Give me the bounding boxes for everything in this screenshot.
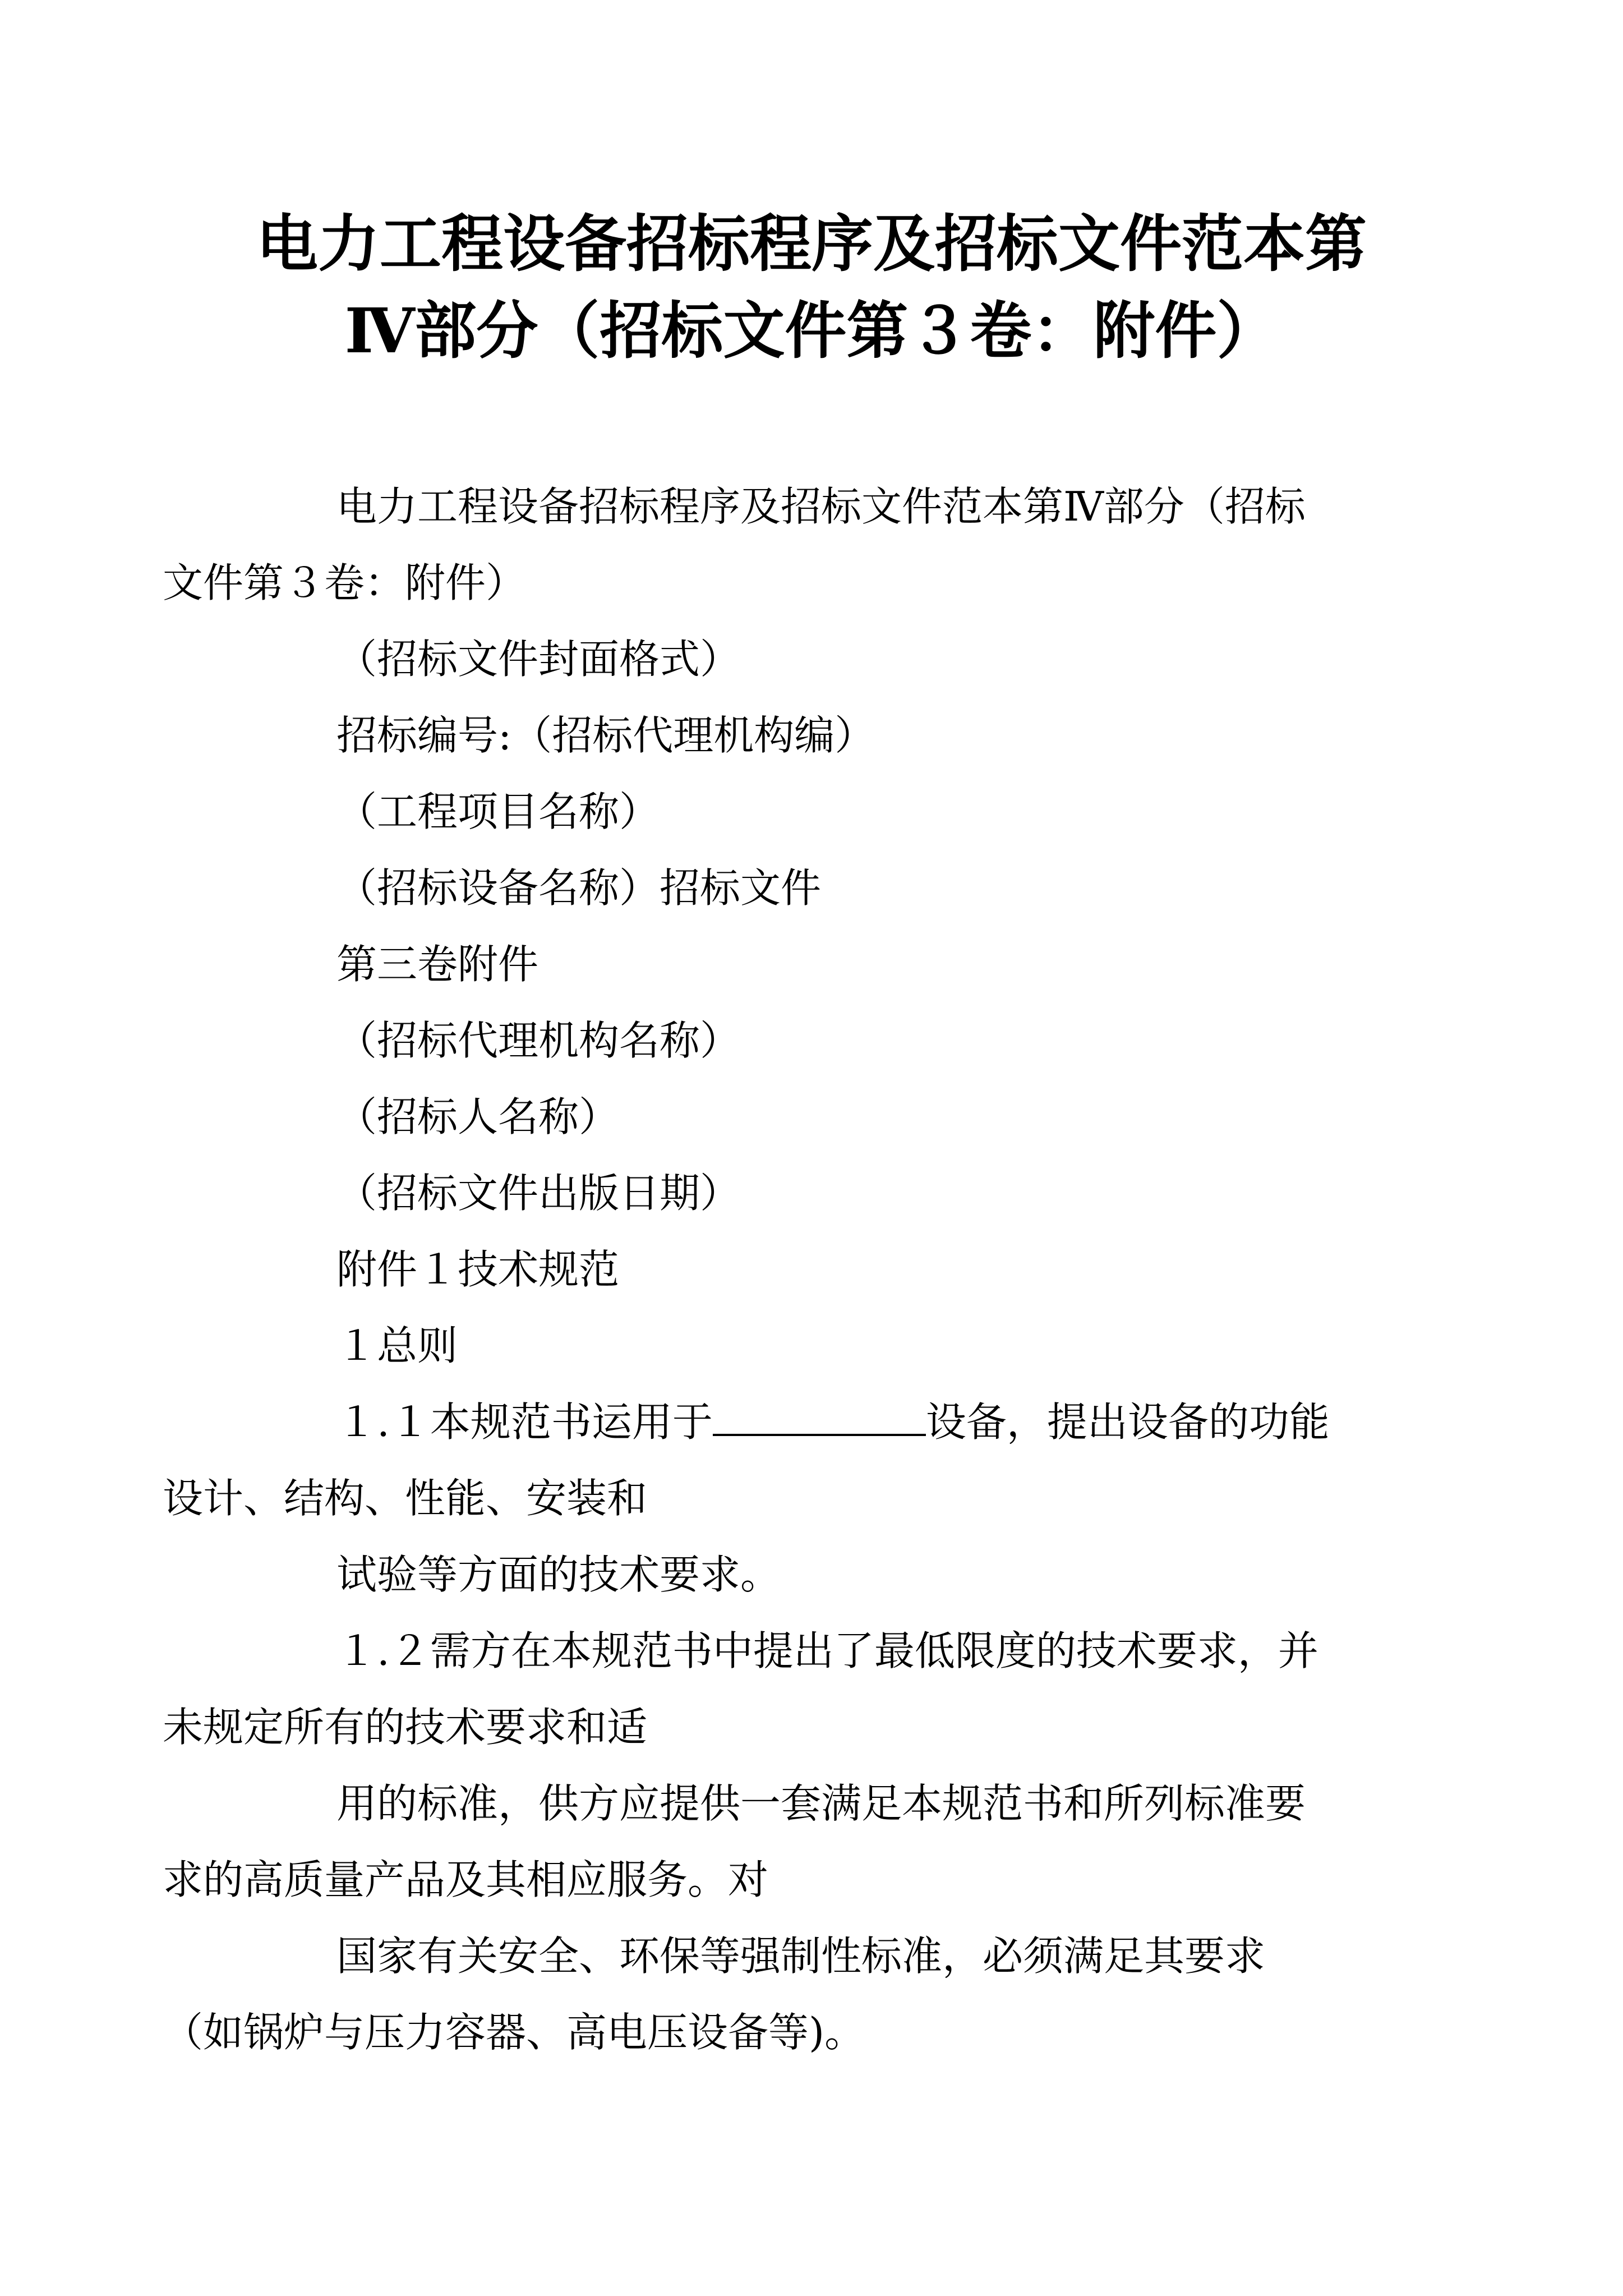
paragraph-clause-1-1 <box>163 1384 1388 1536</box>
paragraph-tender-number: 招标编号:（招标代理机构编） <box>336 712 875 759</box>
safety-line-1: 国家有关安全、环保等强制性标准，必须满足其要求 <box>336 1932 1266 1980</box>
paragraph-project-name: （工程项目名称） <box>336 788 660 835</box>
paragraph-intro <box>163 468 1388 621</box>
safety-line-2: （如锅炉与压力容器、高电压设备等)。 <box>163 2009 865 2056</box>
paragraph-standards <box>163 1765 1388 1918</box>
standards-line-2: 求的高质量产品及其相应服务。对 <box>163 1856 769 1903</box>
paragraph-agency-name: （招标代理机构名称） <box>336 1017 741 1064</box>
paragraph-clause-1-2 <box>163 1613 1388 1765</box>
clause-1-1-line-2: 设计、结构、性能、安装和 <box>163 1475 648 1522</box>
paragraph-publish-date: （招标文件出版日期） <box>336 1170 741 1217</box>
paragraph-equipment-name: （招标设备名称）招标文件 <box>336 864 822 912</box>
paragraph-intro-line-2: 文件第３卷：附件） <box>163 559 527 606</box>
paragraph-safety <box>163 1918 1388 2070</box>
paragraph-volume: 第三卷附件 <box>336 941 539 988</box>
clause-1-2-line-2: 未规定所有的技术要求和适 <box>163 1704 648 1751</box>
clause-1-2-line-1: １.２需方在本规范书中提出了最低限度的技术要求，并 <box>336 1627 1318 1674</box>
document-title-line-2: Ⅳ部分（招标文件第３卷：附件） <box>344 295 1279 367</box>
paragraph-section-general: １总则 <box>336 1322 458 1369</box>
paragraph-cover-format: （招标文件封面格式） <box>336 636 741 683</box>
document-title-line-1: 电力工程设备招标程序及招标文件范本第 <box>256 208 1367 280</box>
paragraph-intro-line-1: 电力工程设备招标程序及招标文件范本第Ⅳ部分（招标 <box>336 483 1306 530</box>
clause-1-1-prefix: １.１本规范书运用于 <box>336 1398 713 1446</box>
clause-1-1-suffix: 设备，提出设备的功能 <box>925 1398 1330 1446</box>
standards-line-1: 用的标准，供方应提供一套满足本规范书和所列标准要 <box>336 1780 1306 1827</box>
paragraph-tenderer-name: （招标人名称） <box>336 1093 620 1140</box>
paragraph-test-requirements: 试验等方面的技术要求。 <box>336 1551 781 1598</box>
paragraph-attachment-heading: 附件１技术规范 <box>336 1246 620 1293</box>
document-body <box>163 468 1388 2070</box>
fill-in-blank <box>713 1399 926 1436</box>
